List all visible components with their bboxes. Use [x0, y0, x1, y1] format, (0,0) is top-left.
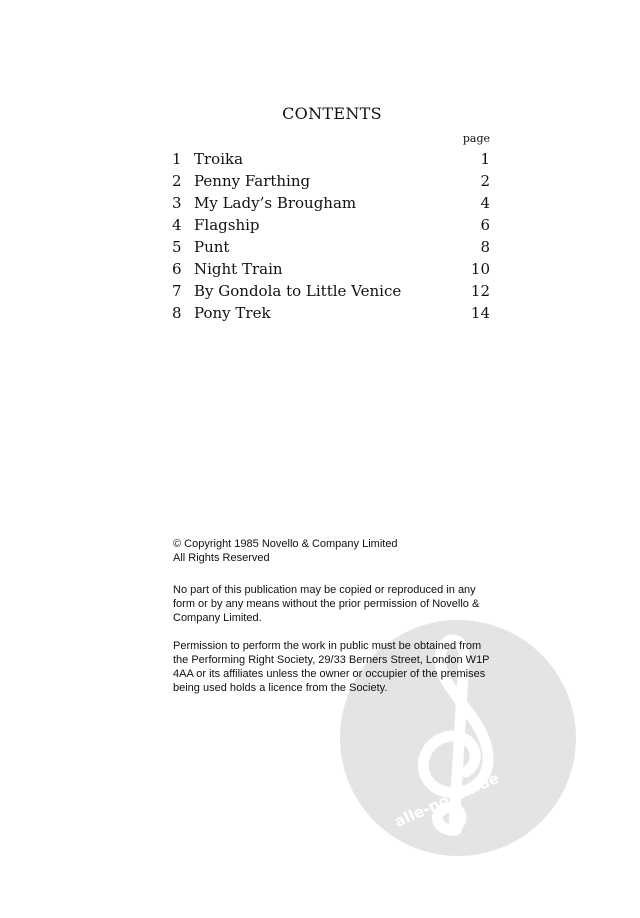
- performance-notice: Permission to perform the work in public must be obtained from the Performing Right Society, 29/33 Berners Street, London W1P 4AA or its affiliates unless the owner or occupier of the premises being used holds a licence from the Society.: [173, 640, 490, 694]
- table-of-contents: [172, 148, 490, 324]
- toc-entry: [172, 280, 490, 302]
- toc-entry-title: Flagship: [194, 216, 260, 234]
- toc-entry-title: My Lady’s Brougham: [194, 194, 357, 212]
- toc-entry-number: 1: [172, 150, 182, 168]
- toc-entry-title: Troika: [194, 150, 244, 168]
- toc-entry: [172, 214, 490, 236]
- toc-entry-title: Penny Farthing: [194, 172, 311, 190]
- toc-entry: [172, 148, 490, 170]
- toc-entry-page: 8: [480, 238, 490, 256]
- legal-notice: [173, 537, 493, 695]
- toc-entry: [172, 170, 490, 192]
- contents-heading: CONTENTS: [282, 104, 382, 123]
- toc-entry-number: 2: [172, 172, 182, 190]
- toc-entry-page: 2: [480, 172, 490, 190]
- toc-entry-title: By Gondola to Little Venice: [194, 282, 402, 300]
- copyright-line: © Copyright 1985 Novello & Company Limited: [173, 538, 398, 550]
- toc-entry-title: Punt: [194, 238, 230, 256]
- toc-entry-number: 5: [172, 238, 182, 256]
- reproduction-notice: No part of this publication may be copied or reproduced in any form or by any means without the prior permission of Novello & Company Limited.: [173, 584, 480, 624]
- copyright-block: [173, 537, 493, 565]
- toc-entry: [172, 236, 490, 258]
- toc-entry-page: 14: [470, 304, 490, 322]
- toc-entry-number: 4: [172, 216, 182, 234]
- toc-entry-page: 6: [480, 216, 490, 234]
- toc-entry-number: 7: [172, 282, 182, 300]
- toc-entry-number: 3: [172, 194, 182, 212]
- toc-entry-number: 8: [172, 304, 182, 322]
- toc-entry-title: Night Train: [194, 260, 283, 278]
- toc-entry: [172, 192, 490, 214]
- toc-entry-page: 4: [480, 194, 490, 212]
- toc-entry-page: 10: [470, 260, 490, 278]
- rights-reserved-line: All Rights Reserved: [173, 552, 270, 564]
- toc-entry-page: 12: [470, 282, 490, 300]
- toc-entry: [172, 302, 490, 324]
- toc-entry: [172, 258, 490, 280]
- toc-entry-number: 6: [172, 260, 182, 278]
- toc-entry-page: 1: [480, 150, 490, 168]
- page-column-label: page: [462, 132, 490, 145]
- watermark-text: alle-noten.de: [391, 768, 502, 831]
- toc-entry-title: Pony Trek: [194, 304, 271, 322]
